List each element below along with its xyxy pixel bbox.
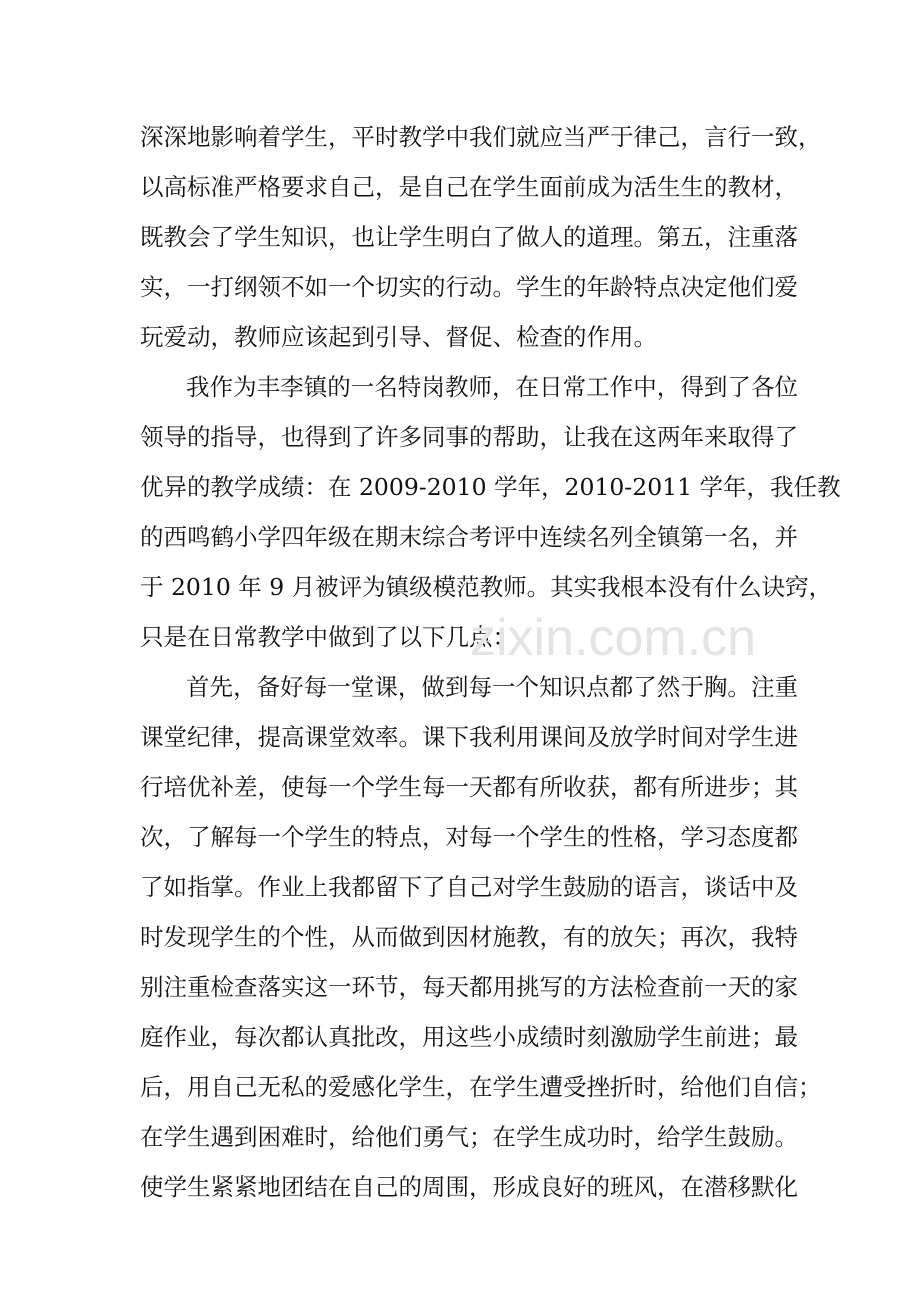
text-line: 领导的指导，也得到了许多同事的帮助，让我在这两年来取得了 (140, 423, 798, 451)
text-line: 玩爱动，教师应该起到引导、督促、检查的作用。 (140, 323, 657, 351)
text-line: 我作为丰李镇的一名特岗教师，在日常工作中，得到了各位 (186, 373, 798, 401)
text-line: 既教会了学生知识，也让学生明白了做人的道理。第五，注重落 (140, 223, 798, 251)
text-line: 庭作业，每次都认真批改，用这些小成绩时刻激励学生前进；最 (140, 1023, 798, 1051)
text-line: 于 2010 年 9 月被评为镇级模范教师。其实我根本没有什么诀窍， (140, 573, 833, 601)
text-line: 别注重检查落实这一环节，每天都用挑写的方法检查前一天的家 (140, 973, 798, 1001)
text-line: 了如指掌。作业上我都留下了自己对学生鼓励的语言，谈话中及 (140, 873, 798, 901)
text-line: 深深地影响着学生，平时教学中我们就应当严于律己，言行一致， (140, 123, 822, 151)
text-line: 行培优补差，使每一个学生每一天都有所收获，都有所进步；其 (140, 773, 798, 801)
text-line: 首先，备好每一堂课，做到每一个知识点都了然于胸。注重 (186, 673, 798, 701)
text-line: 使学生紧紧地团结在自己的周围，形成良好的班风，在潜移默化 (140, 1173, 798, 1201)
text-line: 只是在日常教学中做到了以下几点： (140, 623, 516, 651)
text-line: 的西鸣鹤小学四年级在期末综合考评中连续名列全镇第一名，并 (140, 523, 798, 551)
text-line: 实，一打纲领不如一个切实的行动。学生的年龄特点决定他们爱 (140, 273, 798, 301)
watermark: zixin.com.cn (470, 609, 757, 667)
text-line: 在学生遇到困难时，给他们勇气；在学生成功时，给学生鼓励。 (140, 1123, 798, 1151)
text-line: 次，了解每一个学生的特点，对每一个学生的性格，学习态度都 (140, 823, 798, 851)
text-line: 课堂纪律，提高课堂效率。课下我利用课间及放学时间对学生进 (140, 723, 798, 751)
text-line: 后，用自己无私的爱感化学生，在学生遭受挫折时，给他们自信； (140, 1073, 822, 1101)
text-line: 时发现学生的个性，从而做到因材施教，有的放矢；再次，我特 (140, 923, 798, 951)
text-line: 优异的教学成绩：在 2009-2010 学年，2010-2011 学年，我任教 (140, 473, 841, 501)
text-line: 以高标准严格要求自己，是自己在学生面前成为活生生的教材， (140, 173, 798, 201)
